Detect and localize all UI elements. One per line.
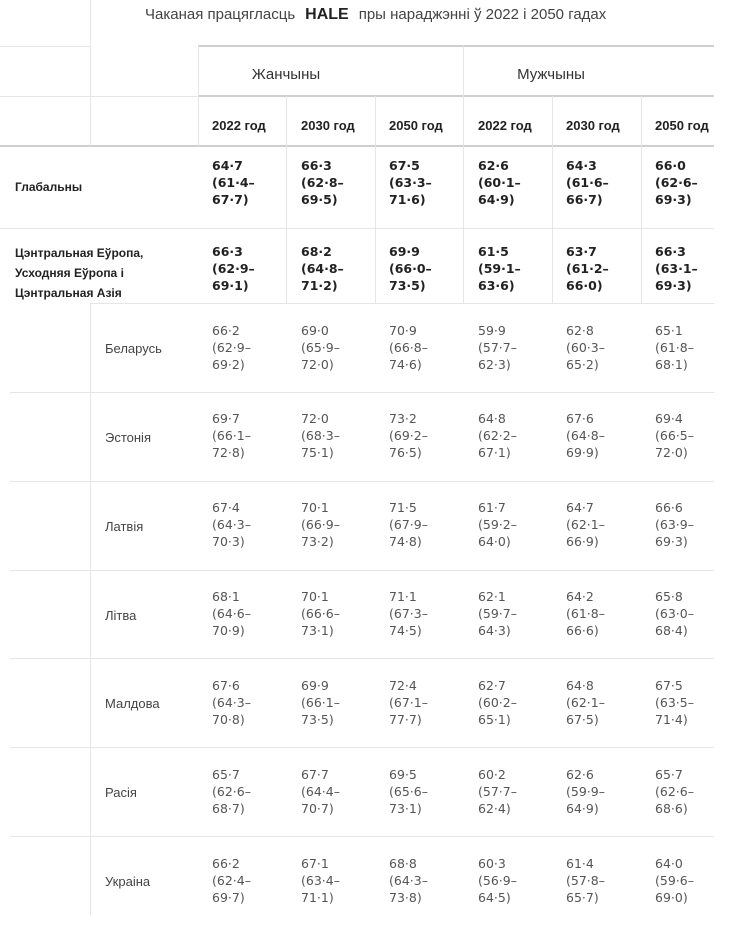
cell-value-line: (67·9– <box>389 517 428 532</box>
cell-value-line: 71·6) <box>389 192 426 207</box>
cell-value-line: (63·0– <box>655 606 694 621</box>
country-label: Расія <box>105 785 137 800</box>
cell-value-line: 72·0) <box>301 357 334 372</box>
cell-value-line: 71·1 <box>389 589 417 604</box>
cell-value-line: (66·1– <box>301 695 340 710</box>
country-row-cell <box>301 766 340 817</box>
cell-value-line: 60·3 <box>478 856 506 871</box>
country-row-cell <box>655 677 694 728</box>
cell-value-line: 69·5 <box>389 767 417 782</box>
cell-value-line: 62·4) <box>478 801 511 816</box>
summary-row-cell <box>566 243 609 294</box>
cell-value-line: 70·9) <box>212 623 245 638</box>
summary-row-cell <box>389 157 432 208</box>
cell-value-line: 62·3) <box>478 357 511 372</box>
cell-value-line: 61·7 <box>478 500 506 515</box>
country-row-cell <box>566 322 605 373</box>
title-prefix: Чаканая працягласць <box>145 6 296 23</box>
cell-value-line: (64·8– <box>566 428 605 443</box>
country-row-cell <box>389 499 428 550</box>
country-label: Латвія <box>105 519 144 534</box>
cell-value-line: (64·3– <box>389 873 428 888</box>
cell-value-line: 65·7) <box>566 890 599 905</box>
cell-value-line: 67·7 <box>301 767 329 782</box>
cell-value-line: 68·6) <box>655 801 688 816</box>
country-label: Малдова <box>105 696 160 711</box>
cell-value-line: (66·8– <box>389 340 428 355</box>
cell-value-line: 69·9 <box>301 678 329 693</box>
country-row-cell <box>389 410 428 461</box>
cell-value-line: 71·2) <box>301 278 338 293</box>
country-row-cell <box>478 677 517 728</box>
cell-value-line: 67·5) <box>566 712 599 727</box>
cell-value-line: (67·1– <box>389 695 428 710</box>
cell-value-line: 63·7 <box>566 244 597 259</box>
cell-value-line: 74·5) <box>389 623 422 638</box>
cell-value-line: 73·1) <box>389 801 422 816</box>
country-row-cell <box>301 855 340 906</box>
country-label: Украіна <box>105 874 151 889</box>
cell-value-line: 68·8 <box>389 856 417 871</box>
cell-value-line: 72·8) <box>212 445 245 460</box>
cell-value-line: 72·0) <box>655 445 688 460</box>
cell-value-line: 64·7 <box>212 158 243 173</box>
cell-value-line: 69·3) <box>655 192 692 207</box>
cell-value-line: (66·0– <box>389 261 432 276</box>
year-header: 2050 год <box>655 118 709 133</box>
country-row-cell <box>212 322 251 373</box>
cell-value-line: 73·2) <box>301 534 334 549</box>
row-divider <box>10 658 714 659</box>
cell-value-line: 64·2 <box>566 589 594 604</box>
cell-value-line: (60·3– <box>566 340 605 355</box>
cell-value-line: (66·9– <box>301 517 340 532</box>
cell-value-line: 71·5 <box>389 500 417 515</box>
cell-value-line: 67·6 <box>212 678 240 693</box>
country-row-cell <box>566 766 605 817</box>
group-header-women: Жанчыны <box>251 66 321 83</box>
cell-value-line: 66·0) <box>566 278 603 293</box>
country-row-cell <box>566 410 605 461</box>
country-row-cell <box>655 588 694 639</box>
cell-value-line: 62·8 <box>566 323 594 338</box>
cell-value-line: 65·1) <box>478 712 511 727</box>
cell-value-line: 65·7 <box>212 767 240 782</box>
cell-value-line: 73·5) <box>301 712 334 727</box>
country-row-cell <box>389 322 428 373</box>
cell-value-line: (64·3– <box>212 517 251 532</box>
cell-value-line: (62·9– <box>212 340 251 355</box>
country-row-cell <box>212 855 251 906</box>
cell-value-line: 62·7 <box>478 678 506 693</box>
row-label-region-line: Цэнтральная Азія <box>15 286 122 300</box>
cell-value-line: 61·5 <box>478 244 509 259</box>
cell-value-line: 73·5) <box>389 278 426 293</box>
country-row-cell <box>389 855 428 906</box>
cell-value-line: 69·0 <box>301 323 329 338</box>
cell-value-line: (57·7– <box>478 340 517 355</box>
country-row-cell <box>655 499 694 550</box>
cell-value-line: (59·1– <box>478 261 521 276</box>
year-header: 2030 год <box>301 118 355 133</box>
country-row-cell <box>389 677 428 728</box>
cell-value-line: 69·4 <box>655 411 683 426</box>
country-row-cell <box>301 677 340 728</box>
cell-value-line: (64·3– <box>212 695 251 710</box>
cell-value-line: (57·8– <box>566 873 605 888</box>
cell-value-line: 64·9) <box>566 801 599 816</box>
cell-value-line: (69·2– <box>389 428 428 443</box>
cell-value-line: 71·1) <box>301 890 334 905</box>
country-row-cell <box>389 588 428 639</box>
cell-value-line: 67·1) <box>478 445 511 460</box>
cell-value-line: (57·7– <box>478 784 517 799</box>
cell-value-line: 69·7 <box>212 411 240 426</box>
cell-value-line: 64·8 <box>478 411 506 426</box>
summary-row-cell <box>301 157 344 208</box>
cell-value-line: 73·8) <box>389 890 422 905</box>
cell-value-line: (62·1– <box>566 517 605 532</box>
cell-value-line: 66·3 <box>301 158 332 173</box>
country-row-cell <box>212 588 251 639</box>
cell-value-line: 62·1 <box>478 589 506 604</box>
row-label-region-line: Усходняя Еўропа і <box>15 266 124 280</box>
cell-value-line: (62·2– <box>478 428 517 443</box>
cell-value-line: 67·6 <box>566 411 594 426</box>
cell-value-line: 75·1) <box>301 445 334 460</box>
cell-value-line: 69·1) <box>212 278 249 293</box>
cell-value-line: 66·9) <box>566 534 599 549</box>
cell-value-line: 69·9) <box>566 445 599 460</box>
country-row-cell <box>301 410 340 461</box>
cell-value-line: (66·6– <box>301 606 340 621</box>
cell-value-line: (61·8– <box>655 340 694 355</box>
row-divider <box>10 392 714 393</box>
cell-value-line: (62·6– <box>655 175 698 190</box>
cell-value-line: 69·2) <box>212 357 245 372</box>
country-row-cell <box>566 588 605 639</box>
cell-value-line: 68·1) <box>655 357 688 372</box>
country-label: Беларусь <box>105 341 162 356</box>
summary-row-cell <box>212 157 255 208</box>
cell-value-line: (62·1– <box>566 695 605 710</box>
cell-value-line: 67·5 <box>655 678 683 693</box>
cell-value-line: 66·0 <box>655 158 686 173</box>
year-header: 2050 год <box>389 118 443 133</box>
cell-value-line: 71·4) <box>655 712 688 727</box>
country-row-cell <box>566 855 605 906</box>
cell-value-line: 64·0 <box>655 856 683 871</box>
year-header: 2022 год <box>212 118 266 133</box>
cell-value-line: 69·3) <box>655 534 688 549</box>
summary-row-cell <box>212 243 255 294</box>
cell-value-line: (66·1– <box>212 428 251 443</box>
cell-value-line: 74·6) <box>389 357 422 372</box>
cell-value-line: 65·7 <box>655 767 683 782</box>
cell-value-line: 64·3) <box>478 623 511 638</box>
cell-value-line: 66·6) <box>566 623 599 638</box>
cell-value-line: 68·1 <box>212 589 240 604</box>
country-row-cell <box>301 322 340 373</box>
country-row-cell <box>655 766 694 817</box>
cell-value-line: 67·5 <box>389 158 420 173</box>
cell-value-line: 62·6 <box>566 767 594 782</box>
cell-value-line: (56·9– <box>478 873 517 888</box>
country-row-cell <box>478 855 517 906</box>
cell-value-line: (59·6– <box>655 873 694 888</box>
cell-value-line: 67·1 <box>301 856 329 871</box>
cell-value-line: 64·3 <box>566 158 597 173</box>
country-row-cell <box>478 766 517 817</box>
cell-value-line: 69·3) <box>655 278 692 293</box>
cell-value-line: 66·3 <box>212 244 243 259</box>
summary-row-cell <box>566 157 609 208</box>
row-divider <box>10 747 714 748</box>
country-label: Літва <box>105 608 137 623</box>
row-label-region <box>15 243 143 303</box>
group-header-men: Мужчыны <box>517 66 585 83</box>
summary-row-cell <box>478 157 521 208</box>
country-row-cell <box>389 766 428 817</box>
cell-value-line: (60·1– <box>478 175 521 190</box>
cell-value-line: 66·6 <box>655 500 683 515</box>
title-hale: HALE <box>305 6 349 23</box>
cell-value-line: 64·8 <box>566 678 594 693</box>
country-row-cell <box>301 588 340 639</box>
cell-value-line: 70·7) <box>301 801 334 816</box>
cell-value-line: 68·7) <box>212 801 245 816</box>
cell-value-line: 62·6 <box>478 158 509 173</box>
cell-value-line: 69·5) <box>301 192 338 207</box>
cell-value-line: 66·2 <box>212 856 240 871</box>
country-row-cell <box>212 499 251 550</box>
cell-value-line: (63·3– <box>389 175 432 190</box>
cell-value-line: 69·9 <box>389 244 420 259</box>
cell-value-line: 73·1) <box>301 623 334 638</box>
cell-value-line: 65·8 <box>655 589 683 604</box>
cell-value-line: 74·8) <box>389 534 422 549</box>
cell-value-line: (62·8– <box>301 175 344 190</box>
cell-value-line: 70·9 <box>389 323 417 338</box>
cell-value-line: (66·5– <box>655 428 694 443</box>
cell-value-line: (67·3– <box>389 606 428 621</box>
cell-value-line: (61·2– <box>566 261 609 276</box>
country-row-cell <box>478 322 517 373</box>
cell-value-line: 64·0) <box>478 534 511 549</box>
country-row-cell <box>655 322 694 373</box>
summary-row-cell <box>389 243 432 294</box>
cell-value-line: 76·5) <box>389 445 422 460</box>
summary-row-cell <box>478 243 521 294</box>
cell-value-line: 66·3 <box>655 244 686 259</box>
cell-value-line: (63·5– <box>655 695 694 710</box>
cell-value-line: 73·2 <box>389 411 417 426</box>
cell-value-line: 64·7 <box>566 500 594 515</box>
cell-value-line: 67·4 <box>212 500 240 515</box>
summary-row-cell <box>655 157 698 208</box>
country-row-cell <box>212 410 251 461</box>
cell-value-line: 68·2 <box>301 244 332 259</box>
cell-value-line: 66·7) <box>566 192 603 207</box>
cell-value-line: 69·7) <box>212 890 245 905</box>
cell-value-line: 68·4) <box>655 623 688 638</box>
row-divider <box>10 570 714 571</box>
country-row-cell <box>301 499 340 550</box>
cell-value-line: (59·2– <box>478 517 517 532</box>
cell-value-line: 77·7) <box>389 712 422 727</box>
country-label: Эстонія <box>105 430 151 445</box>
row-label-global: Глабальны <box>15 180 83 194</box>
summary-row-cell <box>301 243 344 294</box>
cell-value-line: 65·1 <box>655 323 683 338</box>
cell-value-line: 70·3) <box>212 534 245 549</box>
summary-row-cell <box>655 243 698 294</box>
cell-value-line: (62·9– <box>212 261 255 276</box>
cell-value-line: 72·0 <box>301 411 329 426</box>
cell-value-line: 70·1 <box>301 589 329 604</box>
cell-value-line: (62·4– <box>212 873 251 888</box>
cell-value-line: (63·9– <box>655 517 694 532</box>
year-header: 2030 год <box>566 118 620 133</box>
row-label-region-line: Цэнтральная Еўропа, <box>15 246 144 260</box>
table-title <box>145 6 606 24</box>
cell-value-line: 64·5) <box>478 890 511 905</box>
cell-value-line: (59·7– <box>478 606 517 621</box>
cell-value-line: (68·3– <box>301 428 340 443</box>
cell-value-line: (64·6– <box>212 606 251 621</box>
cell-value-line: (64·4– <box>301 784 340 799</box>
cell-value-line: 60·2 <box>478 767 506 782</box>
country-row-cell <box>655 410 694 461</box>
cell-value-line: 70·1 <box>301 500 329 515</box>
cell-value-line: (61·4– <box>212 175 255 190</box>
cell-value-line: (65·9– <box>301 340 340 355</box>
country-row-cell <box>478 410 517 461</box>
cell-value-line: 72·4 <box>389 678 417 693</box>
cell-value-line: (61·6– <box>566 175 609 190</box>
cell-value-line: (62·6– <box>212 784 251 799</box>
cell-value-line: (64·8– <box>301 261 344 276</box>
cell-value-line: 63·6) <box>478 278 515 293</box>
cell-value-line: 65·2) <box>566 357 599 372</box>
cell-value-line: (63·4– <box>301 873 340 888</box>
cell-value-line: 67·7) <box>212 192 249 207</box>
cell-value-line: 64·9) <box>478 192 515 207</box>
country-row-cell <box>478 499 517 550</box>
row-divider <box>10 836 714 837</box>
country-row-cell <box>566 499 605 550</box>
cell-value-line: 70·8) <box>212 712 245 727</box>
cell-value-line: (63·1– <box>655 261 698 276</box>
cell-value-line: (60·2– <box>478 695 517 710</box>
title-suffix: пры нараджэнні ў 2022 і 2050 гадах <box>358 6 607 23</box>
cell-value-line: (65·6– <box>389 784 428 799</box>
cell-value-line: (59·9– <box>566 784 605 799</box>
row-divider <box>10 481 714 482</box>
country-row-cell <box>212 766 251 817</box>
cell-value-line: 59·9 <box>478 323 506 338</box>
cell-value-line: (61·8– <box>566 606 605 621</box>
year-header: 2022 год <box>478 118 532 133</box>
cell-value-line: (62·6– <box>655 784 694 799</box>
cell-value-line: 61·4 <box>566 856 594 871</box>
cell-value-line: 66·2 <box>212 323 240 338</box>
cell-value-line: 69·0) <box>655 890 688 905</box>
country-row-cell <box>655 855 694 906</box>
country-row-cell <box>566 677 605 728</box>
country-row-cell <box>212 677 251 728</box>
country-row-cell <box>478 588 517 639</box>
